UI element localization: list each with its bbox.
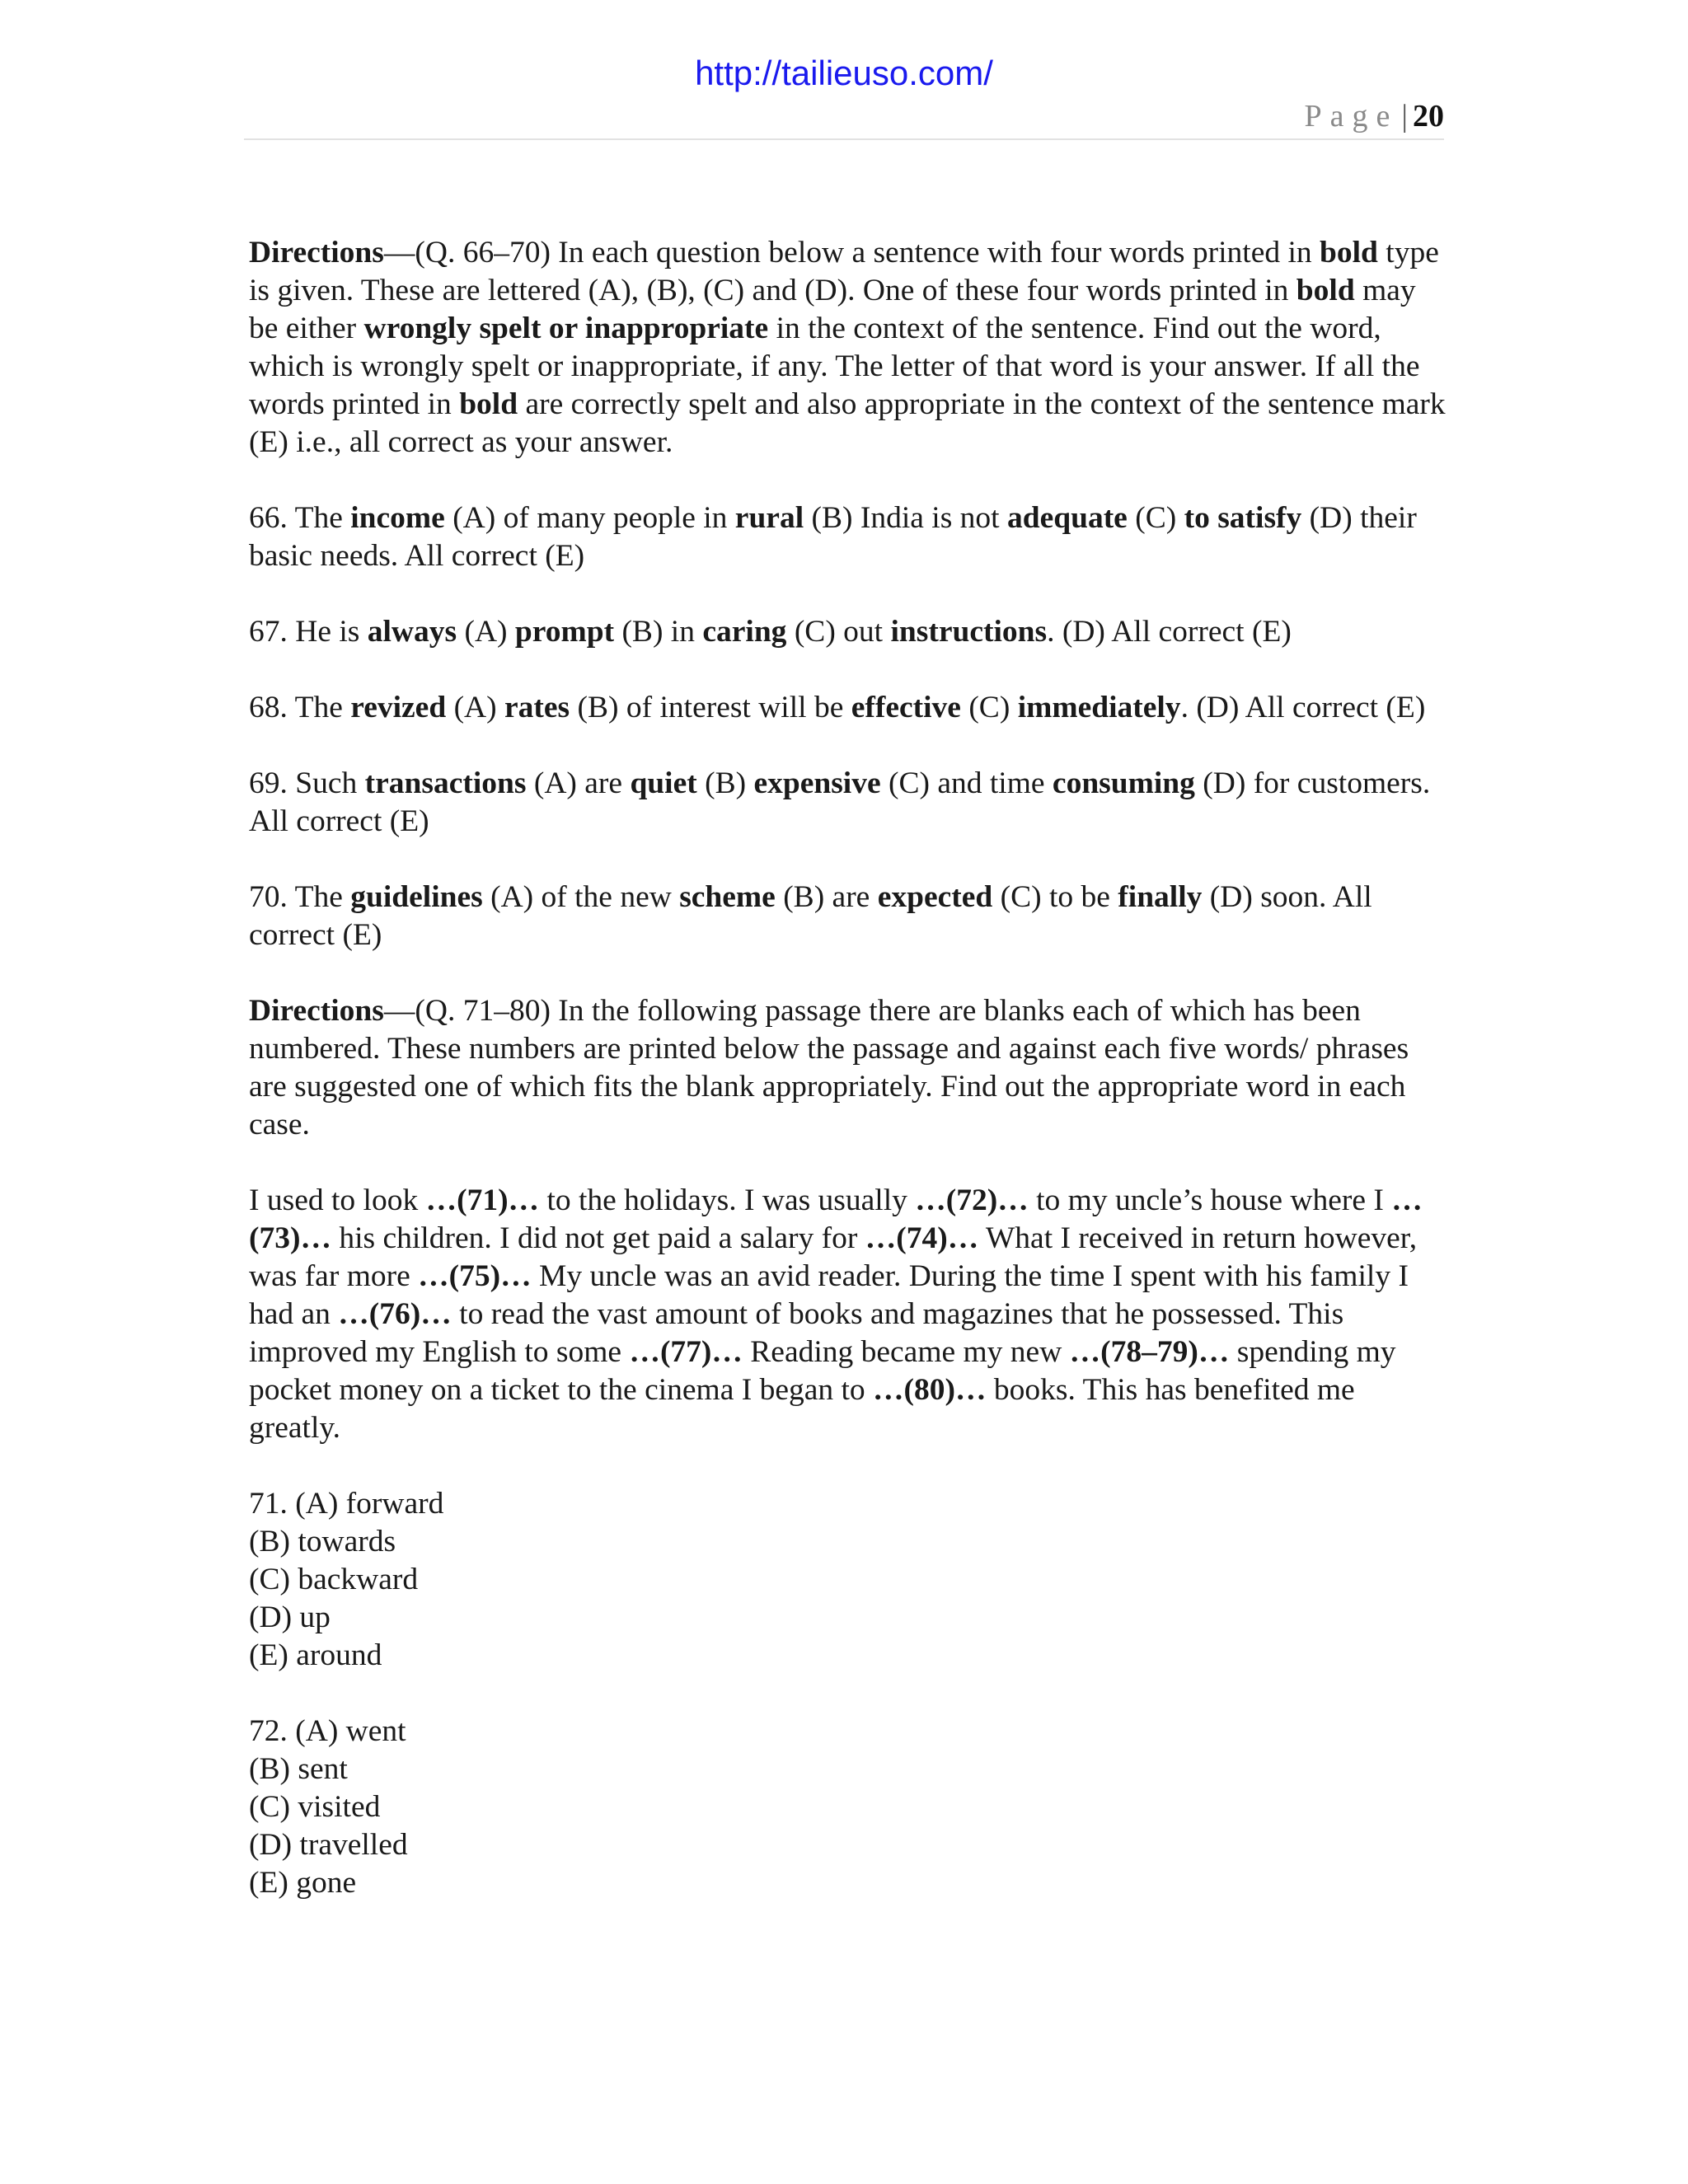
question-68: 68. The revized (A) rates (B) of interest will be effective (C) immediately. (D) All correct (E) [249, 691, 1426, 724]
option-72-d: (D) travelled [249, 1828, 408, 1862]
question-69: 69. Such transactions (A) are quiet (B) expensive (C) and time consuming (D) for customers. All correct (E) [249, 766, 1431, 838]
option-71-d: (D) up [249, 1601, 331, 1634]
question-72-options [249, 1713, 1452, 1902]
question-67: 67. He is always (A) prompt (B) in caring (C) out instructions. (D) All correct (E) [249, 615, 1292, 649]
question-71-options [249, 1485, 1452, 1675]
header-divider [244, 138, 1444, 140]
page-number: 20 [1413, 99, 1444, 134]
option-71-a: 71. (A) forward [249, 1487, 444, 1521]
option-72-a: 72. (A) went [249, 1714, 406, 1748]
header-site-link[interactable]: http://tailieuso.com/ [695, 54, 993, 92]
question-70: 70. The guidelines (A) of the new scheme (B) are expected (C) to be finally (D) soon. All correct (E) [249, 880, 1372, 952]
option-72-b: (B) sent [249, 1752, 348, 1786]
passage: I used to look …(71)… to the holidays. I was usually …(72)… to my uncle’s house where I …(73)… his children. I did not get paid a salary for …(74)… What I received in return however, was far more …(75)… My uncle was an avid reader. During the time I spent with his family I had an …(76)… to read the vast amount of books and magazines that he possessed. This improved my English to some …(77)… Reading became my new …(78–79)… spending my pocket money on a ticket to the cinema I began to …(80)… books. This has benefited me greatly. [249, 1183, 1423, 1445]
page-body [249, 234, 1452, 1940]
page-number-header [1305, 101, 1444, 132]
option-71-b: (B) towards [249, 1525, 396, 1558]
option-71-e: (E) around [249, 1638, 382, 1672]
directions-71-80: Directions—(Q. 71–80) In the following passage there are blanks each of which has been numbered. These numbers are printed below the passage and against each five words/ phrases are suggested one of which fits the blank appropriately. Find out the appropriate word in each case. [249, 994, 1409, 1141]
directions-66-70: Directions—(Q. 66–70) In each question below a sentence with four words printed in bold type is given. These are lettered (A), (B), (C) and (D). One of these four words printed in bold may be either wrongly spelt or inappropriate in the context of the sentence. Find out the word, which is wrongly spelt or inappropriate, if any. The letter of that word is your answer. If all the words printed in bold are correctly spelt and also appropriate in the context of the sentence mark (E) i.e., all correct as your answer. [249, 236, 1446, 459]
page-label: Page [1304, 99, 1399, 134]
question-66: 66. The income (A) of many people in rural (B) India is not adequate (C) to satisfy (D) their basic needs. All correct (E) [249, 501, 1417, 573]
option-72-e: (E) gone [249, 1866, 357, 1900]
option-72-c: (C) visited [249, 1790, 381, 1824]
option-71-c: (C) backward [249, 1563, 419, 1596]
page-separator: | [1401, 99, 1408, 134]
